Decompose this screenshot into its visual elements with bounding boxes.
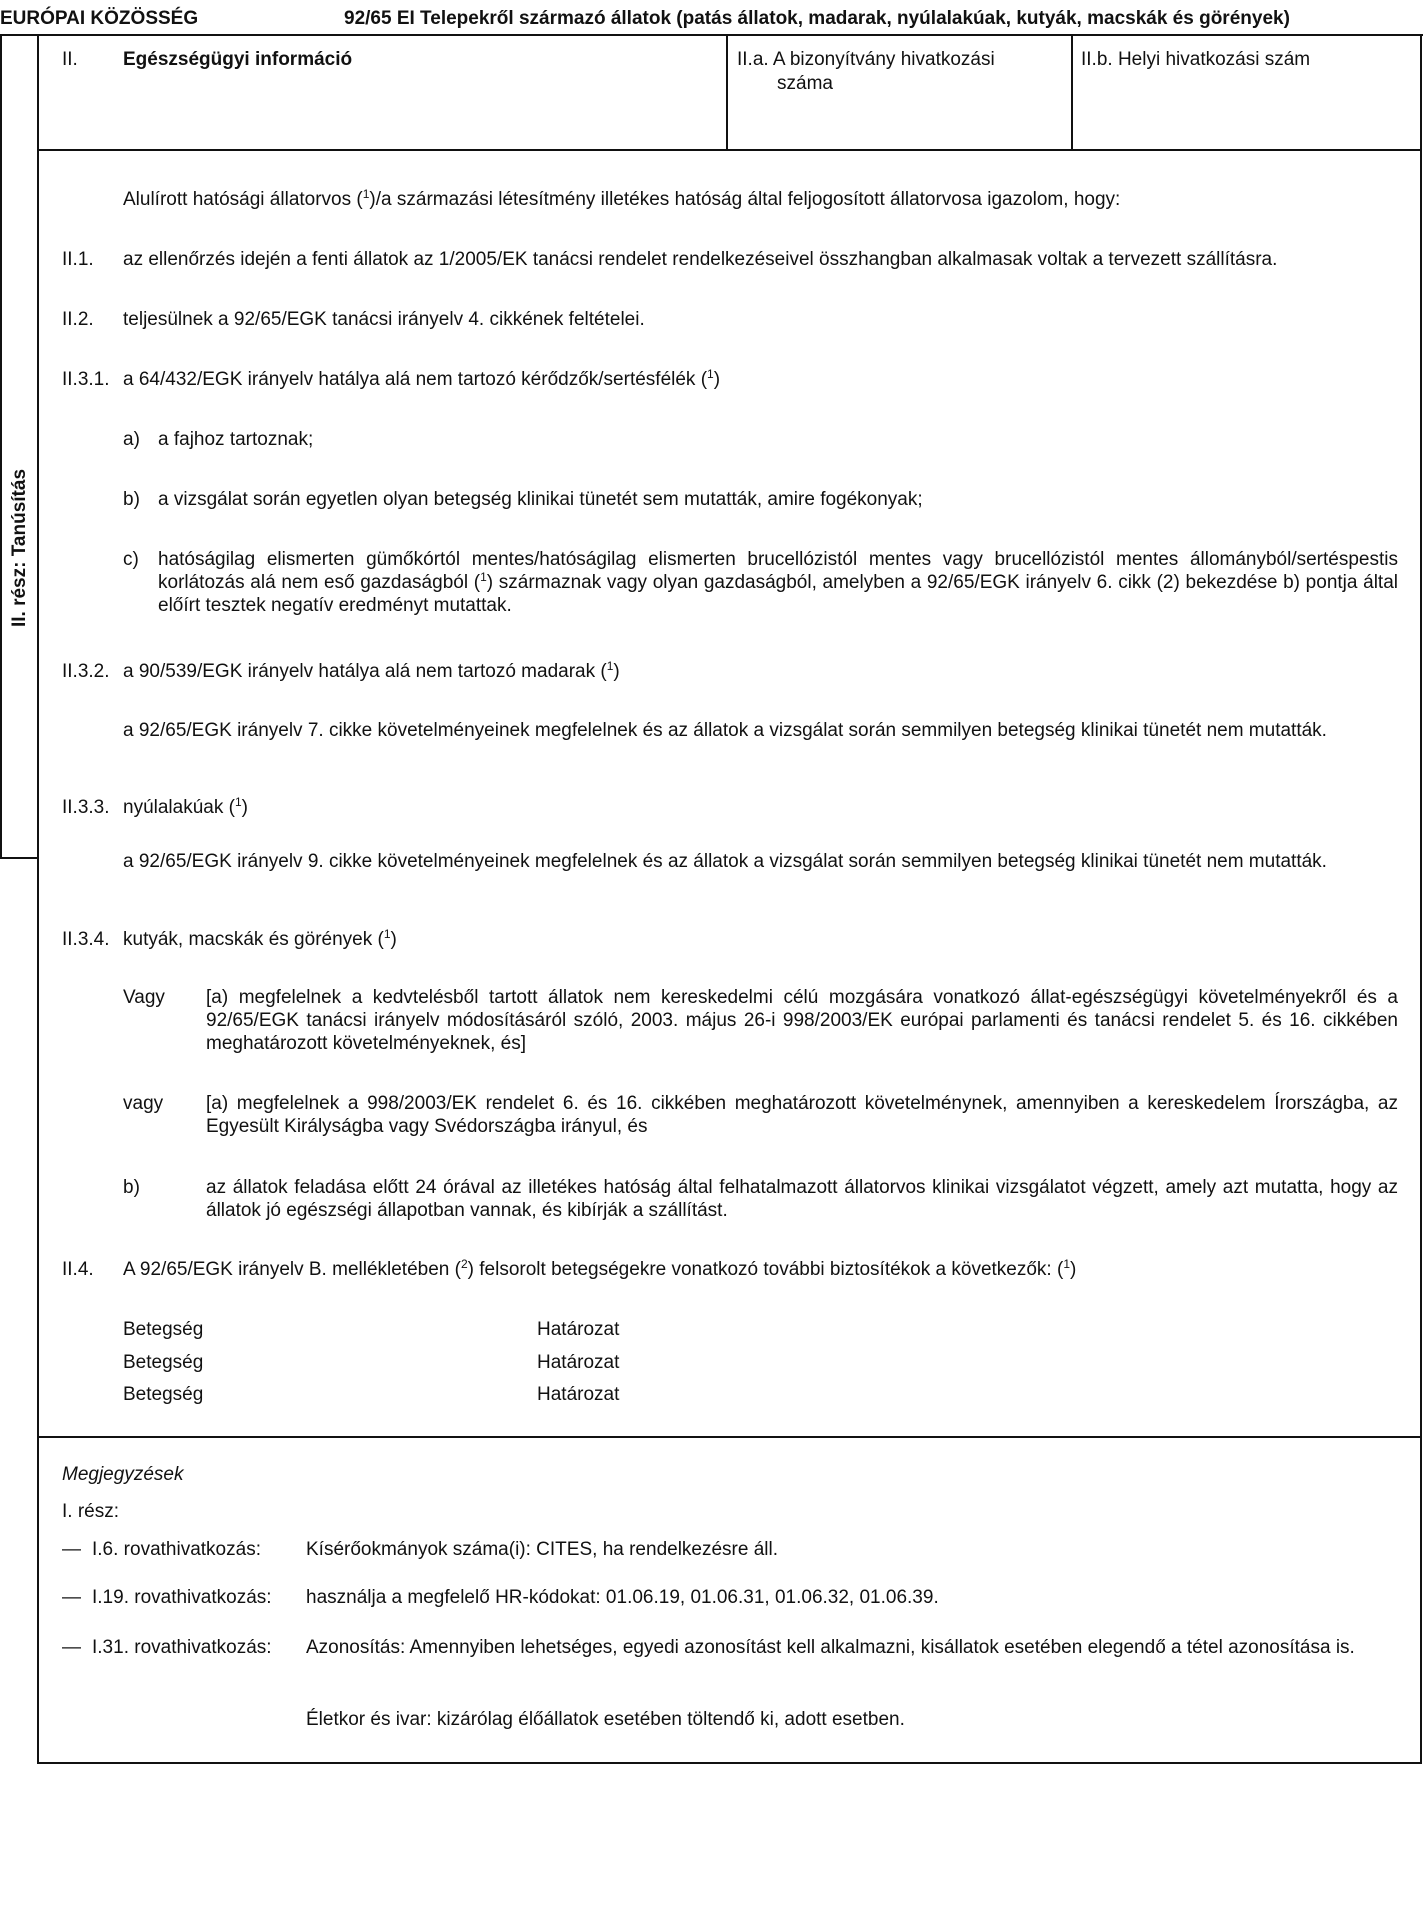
note-reference: I.31. rovathivatkozás: (92, 1637, 272, 1658)
col-divider-a (726, 34, 728, 151)
sub-item-text: a vizsgálat során egyetlen olyan betegség klinikai tünetét sem mutatták, amire fogékonyak; (158, 489, 923, 510)
note-text: Kísérőokmányok száma(i): CITES, ha rendelkezésre áll. (306, 1539, 779, 1560)
col-divider-b (1071, 34, 1073, 151)
side-label: II. rész: Tanúsítás (9, 468, 30, 628)
certificate-reference-label-2: száma (777, 73, 833, 94)
notes-title: Megjegyzések (62, 1464, 184, 1485)
side-label-box (4, 238, 36, 858)
option-label: b) (123, 1177, 140, 1198)
decision-cell: Határozat (537, 1352, 620, 1373)
option-text: az állatok feladása előtt 24 órával az illetékes hatóság által felhatalmazott állatorvos klinikai vizsgálatot végzett, amely azt mutatta, hogy az állatok jó egészségi állapotban vannak, és kibírják a szállítást. (206, 1177, 1398, 1221)
side-right-border (37, 34, 39, 1764)
item-text: nyúlalakúak ($^1$) (123, 795, 248, 818)
item-number: II.3.3. (62, 797, 110, 818)
item-number: II.3.2. (62, 661, 110, 682)
item-number: II.1. (62, 249, 94, 270)
page-bottom (37, 1762, 1422, 1764)
option-label: Vagy (123, 987, 165, 1008)
option-label: vagy (123, 1093, 164, 1114)
item-text: A 92/65/EGK irányelv B. mellékletében ($^2$) felsorolt betegségekre vonatkozó további biztosítékok a következők: ($^1$) (123, 1257, 1077, 1280)
right-border (1420, 34, 1422, 1764)
certification-bottom (37, 1436, 1422, 1438)
document-title: 92/65 EI Telepekről származó állatok (patás állatok, madarak, nyúlalakúak, kutyák, macskák és görények) (344, 8, 1290, 29)
outer-left-border (0, 34, 2, 858)
item-number: II.2. (62, 309, 94, 330)
sub-item-letter: c) (123, 549, 139, 570)
item-text: a 92/65/EGK irányelv 7. cikke követelményeinek megfelelnek és az állatok a vizsgálat során semmilyen betegség klinikai tünetét nem mutatták. (123, 720, 1327, 741)
note-dash: — (62, 1539, 81, 1560)
sub-item-text: a fajhoz tartoznak; (158, 429, 314, 450)
sub-item-letter: a) (123, 429, 140, 450)
note-reference: I.19. rovathivatkozás: (92, 1587, 272, 1608)
option-text: [a) megfelelnek a 998/2003/EK rendelet 6. és 16. cikkében meghatározott követelménynek, amennyiben a kereskedelem Írországba, az Egyesült Királyságba vagy Svédországba irányul, és (206, 1093, 1398, 1137)
item-text: a 92/65/EGK irányelv 9. cikke követelményeinek megfelelnek és az állatok a vizsgálat során semmilyen betegség klinikai tünetét nem mutatták. (123, 851, 1327, 872)
disease-cell: Betegség (123, 1352, 204, 1373)
decision-cell: Határozat (537, 1319, 620, 1340)
note-reference: I.6. rovathivatkozás: (92, 1539, 261, 1560)
disease-cell: Betegség (123, 1384, 204, 1405)
certificate-reference-label: II.a. A bizonyítvány hivatkozási (737, 49, 995, 70)
note-dash: — (62, 1587, 81, 1608)
note-text-2: Életkor és ivar: kizárólag élőállatok esetében töltendő ki, adott esetben. (306, 1709, 905, 1730)
item-text: a 64/432/EGK irányelv hatálya alá nem tartozó kérődzők/sertésfélék ($^1$) (123, 367, 721, 390)
local-reference-label: II.b. Helyi hivatkozási szám (1081, 49, 1311, 70)
item-text: az ellenőrzés idején a fenti állatok az 1/2005/EK tanácsi rendelet rendelkezéseivel összhangban alkalmasak voltak a tervezett szállításra. (123, 249, 1278, 270)
notes-part: I. rész: (62, 1501, 120, 1522)
item-number: II.3.4. (62, 929, 110, 950)
decision-cell: Határozat (537, 1384, 620, 1405)
item-text: teljesülnek a 92/65/EGK tanácsi irányelv 4. cikkének feltételei. (123, 309, 645, 330)
top-border (0, 34, 1423, 36)
sub-item-letter: b) (123, 489, 140, 510)
header-row-bottom (37, 149, 1422, 151)
option-text: [a) megfelelnek a kedvtelésből tartott állatok nem kereskedelmi célú mozgására vonatkozó állat-egészségügyi követelményekről és a 92/65/EGK tanácsi irányelv módosításáról szóló, 2003. május 26-i 998/2003/EK európai parlamenti és tanácsi rendelet 5. és 16. cikkében meghatározott követelményeknek, és] (206, 987, 1398, 1054)
note-text: használja a megfelelő HR-kódokat: 01.06.19, 01.06.31, 01.06.32, 01.06.39. (306, 1587, 939, 1608)
item-text: a 90/539/EGK irányelv hatálya alá nem tartozó madarak ($^1$) (123, 659, 620, 682)
sub-item-text: hatóságilag elismerten gümőkórtól mentes/hatóságilag elismerten brucellózistól mentes vagy brucellózistól mentes állományból/sertéspestis korlátozás alá nem eső gazdaságból ($^1$) származnak vagy olyan gazdaságból, amelyben a 92/65/EGK irányelv 6. cikk (2) bekezdése b) pontja által előírt tesztek negatív eredményt mutattak. (158, 549, 1398, 616)
item-number: II.4. (62, 1259, 94, 1280)
section-title: Egészségügyi információ (123, 49, 353, 70)
community-header: EURÓPAI KÖZÖSSÉG (0, 8, 199, 29)
item-text: kutyák, macskák és görények ($^1$) (123, 927, 397, 950)
note-text: Azonosítás: Amennyiben lehetséges, egyedi azonosítást kell alkalmazni, kisállatok esetében elegendő a tétel azonosítása is. (306, 1637, 1355, 1658)
section-number: II. (62, 49, 78, 70)
intro-statement: Alulírott hatósági állatorvos ($^1$)/a származási létesítmény illetékes hatóság által feljogosított állatorvosa igazolom, hogy: (123, 187, 1121, 210)
item-number: II.3.1. (62, 369, 110, 390)
disease-cell: Betegség (123, 1319, 204, 1340)
note-dash: — (62, 1637, 81, 1658)
